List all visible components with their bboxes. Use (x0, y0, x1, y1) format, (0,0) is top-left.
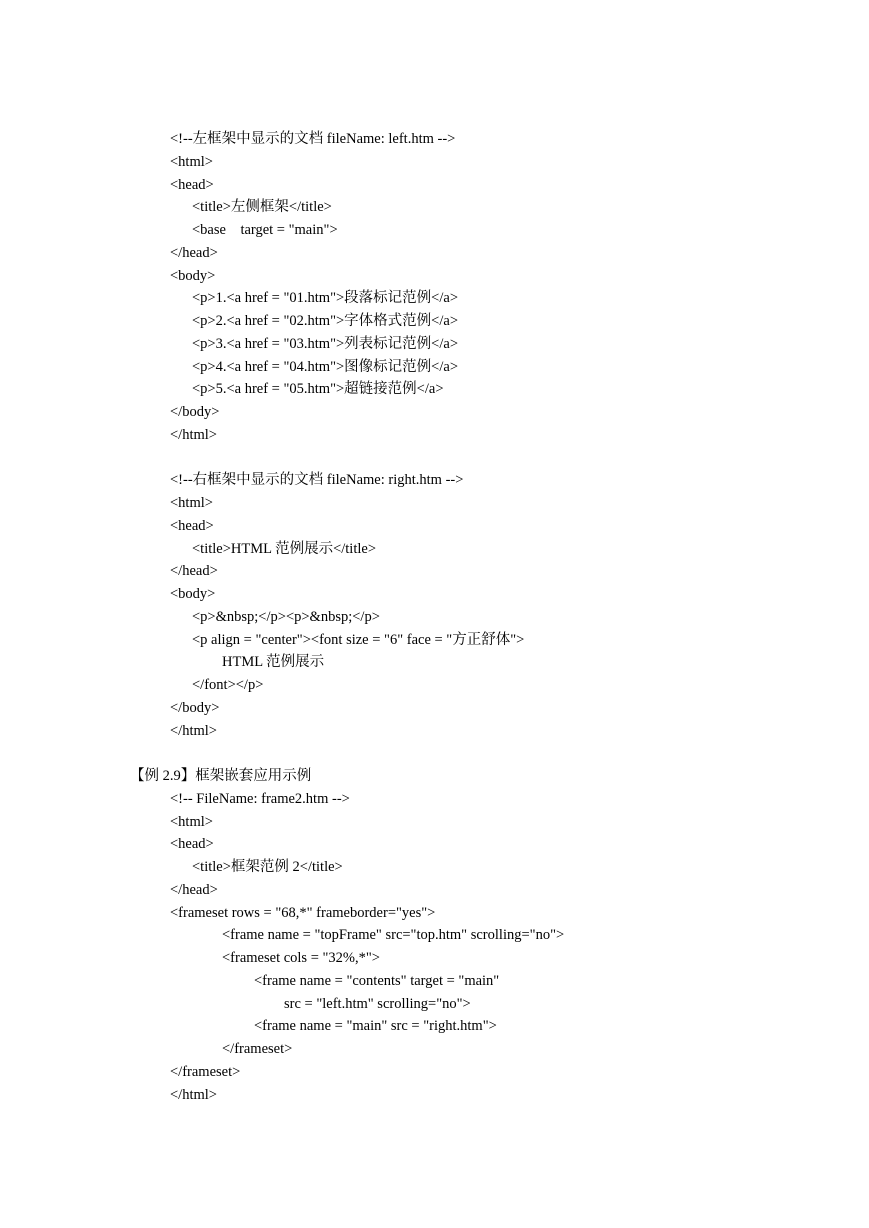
code-line: </body> (170, 404, 220, 420)
code-line: <head> (170, 518, 214, 534)
code-line: <frameset rows = "68,*" frameborder="yes"> (170, 905, 436, 921)
code-line: <base target = "main"> (192, 222, 338, 238)
code-line: <frame name = "main" src = "right.htm"> (254, 1018, 497, 1034)
code-line: HTML 范例展示 (222, 654, 325, 670)
code-line: </frameset> (170, 1064, 241, 1080)
code-line: </head> (170, 563, 218, 579)
code-line: </head> (170, 882, 218, 898)
code-line: <body> (170, 268, 216, 284)
code-line: <p>1.<a href = "01.htm">段落标记范例</a> (192, 290, 459, 306)
code-line: <html> (170, 154, 213, 170)
code-comment-right: <!--右框架中显示的文档 fileName: right.htm --> (170, 472, 464, 488)
code-line: <title>左侧框架</title> (192, 199, 332, 215)
code-line: <head> (170, 177, 214, 193)
code-comment-left: <!--左框架中显示的文档 fileName: left.htm --> (170, 131, 456, 147)
code-line: </body> (170, 700, 220, 716)
code-line: <p>5.<a href = "05.htm">超链接范例</a> (192, 381, 444, 397)
code-line: <html> (170, 495, 213, 511)
code-line: <p>&nbsp;</p><p>&nbsp;</p> (192, 609, 380, 625)
code-line: <p>4.<a href = "04.htm">图像标记范例</a> (192, 359, 459, 375)
code-line: <title>HTML 范例展示</title> (192, 541, 377, 557)
code-line: <p>3.<a href = "03.htm">列表标记范例</a> (192, 336, 459, 352)
code-line: <frame name = "topFrame" src="top.htm" scrolling="no"> (222, 927, 565, 943)
example-heading: 【例 2.9】框架嵌套应用示例 (130, 768, 312, 784)
code-line: </font></p> (192, 677, 264, 693)
code-line: src = "left.htm" scrolling="no"> (284, 996, 471, 1012)
code-line: </html> (170, 723, 217, 739)
code-line: <p align = "center"><font size = "6" face = "方正舒体"> (192, 632, 525, 648)
code-line: </html> (170, 1087, 217, 1103)
code-line: </html> (170, 427, 217, 443)
code-line: <p>2.<a href = "02.htm">字体格式范例</a> (192, 313, 459, 329)
code-line: <title>框架范例 2</title> (192, 859, 343, 875)
code-comment-frame2: <!-- FileName: frame2.htm --> (170, 791, 350, 807)
code-line: <head> (170, 836, 214, 852)
code-line: <frameset cols = "32%,*"> (222, 950, 380, 966)
code-line: </head> (170, 245, 218, 261)
code-line: <html> (170, 814, 213, 830)
code-line: <frame name = "contents" target = "main" (254, 973, 500, 989)
code-line: </frameset> (222, 1041, 293, 1057)
code-line: <body> (170, 586, 216, 602)
